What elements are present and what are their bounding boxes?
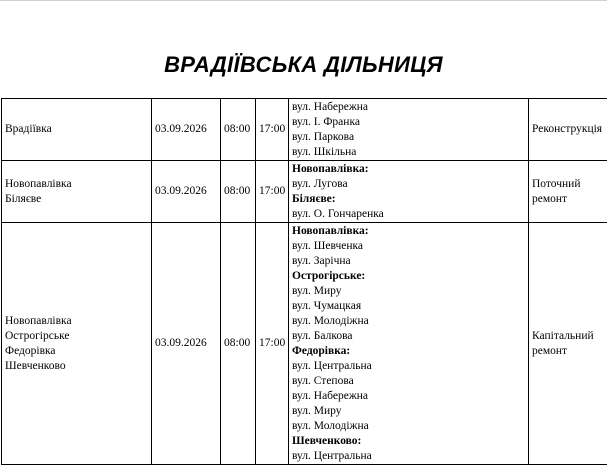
settlement-name: Врадіївка [5,122,148,137]
streets-cell [289,161,529,223]
start-time-cell: 08:00 [221,99,256,161]
village-heading: Федорівка: [292,344,525,359]
outage-table [1,98,607,465]
street-name: вул. Шевченка [292,239,525,254]
street-name: вул. О. Гончаренка [292,207,525,222]
work-type-cell: Поточний ремонт [529,161,607,223]
street-name: вул. Шкільна [292,145,525,160]
street-name: вул. Зарічна [292,254,525,269]
settlement-name: Федорівка [5,344,148,359]
settlement-name: Острогірське [5,329,148,344]
start-time-cell: 08:00 [221,223,256,465]
village-heading: Острогірське: [292,269,525,284]
street-name: вул. Молодіжна [292,419,525,434]
end-time-cell: 17:00 [256,223,289,465]
street-name: вул. Набережна [292,389,525,404]
start-time-cell: 08:00 [221,161,256,223]
street-name: вул. Миру [292,404,525,419]
settlement-name: Новопавлівка [5,314,148,329]
settlement-cell [2,223,152,465]
streets-cell [289,223,529,465]
table-body [2,99,607,465]
work-type-cell: Реконструкція [529,99,607,161]
page-title: ВРАДІЇВСЬКА ДІЛЬНИЦЯ [0,52,607,78]
village-heading: Новопавлівка: [292,224,525,239]
settlement-cell [2,161,152,223]
settlement-name: Шевченково [5,359,148,374]
table-row [2,99,607,161]
village-heading: Біляєве: [292,192,525,207]
end-time-cell: 17:00 [256,99,289,161]
village-heading: Новопавлівка: [292,162,525,177]
end-time-cell: 17:00 [256,161,289,223]
village-heading: Шевченково: [292,434,525,449]
settlement-cell [2,99,152,161]
streets-cell [289,99,529,161]
work-type-cell: Капітальний ремонт [529,223,607,465]
date-cell: 03.09.2026 [152,161,221,223]
table-row [2,161,607,223]
date-cell: 03.09.2026 [152,223,221,465]
street-name: вул. Чумацкая [292,299,525,314]
date-cell: 03.09.2026 [152,99,221,161]
street-name: вул. Молодіжна [292,314,525,329]
table-row [2,223,607,465]
top-rule [0,0,607,1]
settlement-name: Новопавлівка [5,177,148,192]
settlement-name: Біляєве [5,192,148,207]
street-name: вул. Паркова [292,130,525,145]
street-name: вул. Центральна [292,359,525,374]
street-name: вул. Степова [292,374,525,389]
street-name: вул. Центральна [292,449,525,464]
street-name: вул. Балкова [292,329,525,344]
street-name: вул. Набережна [292,100,525,115]
street-name: вул. І. Франка [292,115,525,130]
street-name: вул. Лугова [292,177,525,192]
street-name: вул. Миру [292,284,525,299]
